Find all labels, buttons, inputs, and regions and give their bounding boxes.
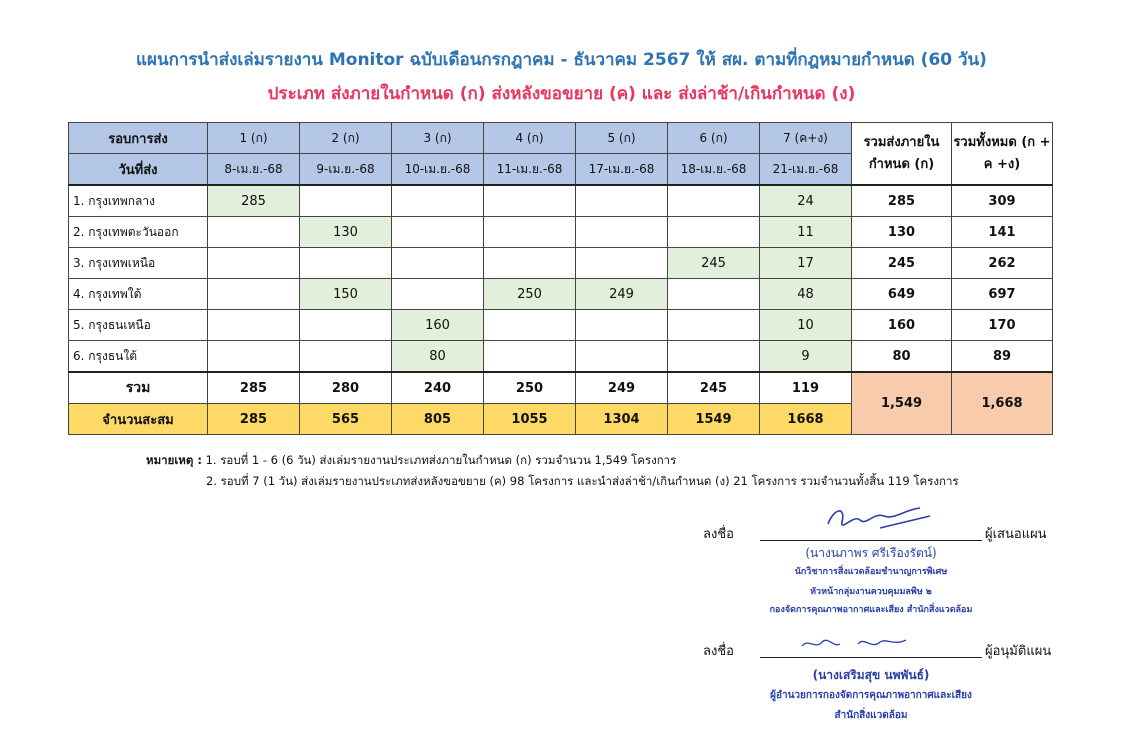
value-cell: 285 — [208, 185, 300, 217]
cumulative-cell: 1668 — [760, 404, 852, 435]
value-cell — [484, 185, 576, 217]
sum-all-cell: 309 — [952, 185, 1053, 217]
value-cell — [392, 279, 484, 310]
value-cell — [576, 341, 668, 373]
value-cell: 130 — [300, 217, 392, 248]
table-row — [69, 279, 1053, 310]
value-cell: 150 — [300, 279, 392, 310]
value-cell: 24 — [760, 185, 852, 217]
signer-position-1b: หัวหน้ากลุ่มงานควบคุมมลพิษ ๒ — [810, 587, 932, 597]
value-cell — [668, 341, 760, 373]
cumulative-cell: 805 — [392, 404, 484, 435]
value-cell — [300, 310, 392, 341]
table-row — [69, 217, 1053, 248]
cumulative-label: จำนวนสะสม — [69, 404, 208, 435]
value-cell: 9 — [760, 341, 852, 373]
signature-scribble-2 — [798, 632, 918, 656]
value-cell — [208, 279, 300, 310]
notes-line2: 2. รอบที่ 7 (1 วัน) ส่งเล่มรายงานประเภทส่งหลังขอขยาย (ค) 98 โครงการ และนำส่งล่าช้า/เกินกำหนด (ง) 21 โครงการ รวมจำนวนทั้งสิ้น 119 โครงการ — [206, 474, 959, 488]
grand-total-all: 1,668 — [952, 372, 1053, 435]
submission-table — [68, 122, 1053, 435]
notes-line1 — [146, 452, 676, 470]
sum-all-cell: 170 — [952, 310, 1053, 341]
notes-text1: 1. รอบที่ 1 - 6 (6 วัน) ส่งเล่มรายงานประเภทส่งภายในกำหนด (ก) รวมจำนวน 1,549 โครงการ — [205, 453, 677, 467]
sum-all-cell: 141 — [952, 217, 1053, 248]
notes-label: หมายเหตุ : — [146, 453, 202, 467]
sum-ontime-cell: 285 — [852, 185, 952, 217]
value-cell — [392, 185, 484, 217]
value-cell — [576, 310, 668, 341]
sum-all-cell: 89 — [952, 341, 1053, 373]
value-cell — [208, 217, 300, 248]
header-row-rounds — [69, 123, 1053, 154]
sum-ontime-cell: 160 — [852, 310, 952, 341]
region-cell: 4. กรุงเทพใต้ — [69, 279, 208, 310]
table-row — [69, 341, 1053, 373]
header-date-cell: 10-เม.ย.-68 — [392, 154, 484, 186]
signer-position-2a: ผู้อำนวยการกองจัดการคุณภาพอากาศและเสียง — [770, 690, 972, 701]
signature-line-2 — [760, 657, 982, 658]
sum-ontime-cell: 649 — [852, 279, 952, 310]
total-cell: 280 — [300, 372, 392, 404]
header-round-cell: 7 (ค+ง) — [760, 123, 852, 154]
signer-name-2: (นางเสริมสุข นพพันธ์) — [812, 668, 930, 682]
value-cell — [668, 279, 760, 310]
signature-scribble-1 — [820, 502, 940, 536]
sum-ontime-cell: 245 — [852, 248, 952, 279]
signer-position-1c: กองจัดการคุณภาพอากาศและเสียง สำนักสิ่งแวดล้อม — [769, 605, 973, 615]
total-cell: 119 — [760, 372, 852, 404]
total-cell: 249 — [576, 372, 668, 404]
role-approver: ผู้อนุมัติแผน — [985, 644, 1052, 659]
header-round-cell: 2 (ก) — [300, 123, 392, 154]
value-cell — [300, 248, 392, 279]
signature-line-1 — [760, 540, 982, 541]
value-cell: 48 — [760, 279, 852, 310]
region-cell: 5. กรุงธนเหนือ — [69, 310, 208, 341]
value-cell — [208, 341, 300, 373]
total-cell: 285 — [208, 372, 300, 404]
total-row — [69, 372, 1053, 404]
header-round-cell: 4 (ก) — [484, 123, 576, 154]
region-cell: 1. กรุงเทพกลาง — [69, 185, 208, 217]
value-cell — [392, 217, 484, 248]
total-cell: 240 — [392, 372, 484, 404]
value-cell: 10 — [760, 310, 852, 341]
header-round-cell: 1 (ก) — [208, 123, 300, 154]
header-round-cell: 6 (ก) — [668, 123, 760, 154]
value-cell — [392, 248, 484, 279]
value-cell: 80 — [392, 341, 484, 373]
cumulative-cell: 1549 — [668, 404, 760, 435]
header-round-cell: 3 (ก) — [392, 123, 484, 154]
table-row — [69, 248, 1053, 279]
signer-position-1a: นักวิชาการสิ่งแวดล้อมชำนาญการพิเศษ — [794, 567, 948, 577]
signer-position-2b: สำนักสิ่งแวดล้อม — [834, 710, 908, 721]
signer-name-1: (นางนภาพร ศรีเรืองรัตน์) — [805, 546, 937, 560]
cumulative-cell: 285 — [208, 404, 300, 435]
document-title: แผนการนำส่งเล่มรายงาน Monitor ฉบับเดือนกรกฎาคม - ธันวาคม 2567 ให้ สผ. ตามที่กฎหมายกำหนด (60 วัน) — [136, 50, 987, 70]
value-cell: 245 — [668, 248, 760, 279]
cumulative-cell: 565 — [300, 404, 392, 435]
header-date-cell: 17-เม.ย.-68 — [576, 154, 668, 186]
header-date-label: วันที่ส่ง — [69, 154, 208, 186]
value-cell: 11 — [760, 217, 852, 248]
region-cell: 6. กรุงธนใต้ — [69, 341, 208, 373]
value-cell — [668, 310, 760, 341]
value-cell — [576, 185, 668, 217]
value-cell — [300, 341, 392, 373]
value-cell — [484, 310, 576, 341]
table-row — [69, 310, 1053, 341]
table-row — [69, 185, 1053, 217]
header-date-cell: 11-เม.ย.-68 — [484, 154, 576, 186]
value-cell — [208, 310, 300, 341]
value-cell — [484, 217, 576, 248]
value-cell — [300, 185, 392, 217]
value-cell: 17 — [760, 248, 852, 279]
header-date-cell: 9-เม.ย.-68 — [300, 154, 392, 186]
value-cell — [484, 248, 576, 279]
header-date-cell: 21-เม.ย.-68 — [760, 154, 852, 186]
cumulative-cell: 1304 — [576, 404, 668, 435]
header-date-cell: 8-เม.ย.-68 — [208, 154, 300, 186]
header-sum-all: รวมทั้งหมด (ก + ค +ง) — [952, 123, 1053, 186]
header-date-cell: 18-เม.ย.-68 — [668, 154, 760, 186]
value-cell — [484, 341, 576, 373]
value-cell — [668, 217, 760, 248]
region-cell: 3. กรุงเทพเหนือ — [69, 248, 208, 279]
value-cell: 160 — [392, 310, 484, 341]
sign-label-2: ลงชื่อ — [703, 644, 734, 659]
sum-ontime-cell: 80 — [852, 341, 952, 373]
value-cell — [668, 185, 760, 217]
cumulative-cell: 1055 — [484, 404, 576, 435]
sum-all-cell: 262 — [952, 248, 1053, 279]
value-cell — [208, 248, 300, 279]
role-proposer: ผู้เสนอแผน — [985, 527, 1047, 542]
value-cell — [576, 248, 668, 279]
value-cell — [576, 217, 668, 248]
header-sum-ontime: รวมส่งภายใน กำหนด (ก) — [852, 123, 952, 186]
sign-label-1: ลงชื่อ — [703, 527, 734, 542]
sum-all-cell: 697 — [952, 279, 1053, 310]
value-cell: 249 — [576, 279, 668, 310]
document-subtitle: ประเภท ส่งภายในกำหนด (ก) ส่งหลังขอขยาย (ค) และ ส่งล่าช้า/เกินกำหนด (ง) — [267, 84, 856, 104]
total-cell: 250 — [484, 372, 576, 404]
value-cell: 250 — [484, 279, 576, 310]
region-cell: 2. กรุงเทพตะวันออก — [69, 217, 208, 248]
header-round-label: รอบการส่ง — [69, 123, 208, 154]
grand-total-ontime: 1,549 — [852, 372, 952, 435]
total-cell: 245 — [668, 372, 760, 404]
sum-ontime-cell: 130 — [852, 217, 952, 248]
total-label: รวม — [69, 372, 208, 404]
header-round-cell: 5 (ก) — [576, 123, 668, 154]
